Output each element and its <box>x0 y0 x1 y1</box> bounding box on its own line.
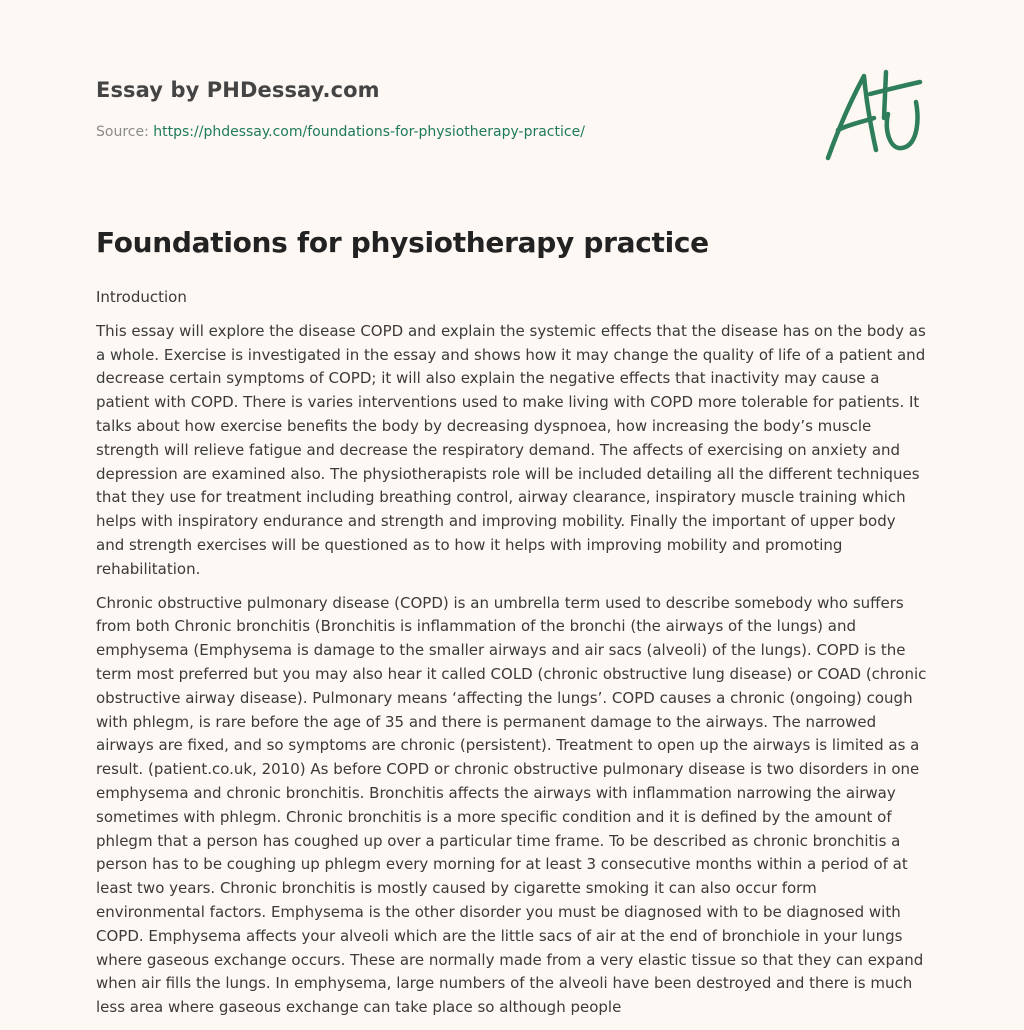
source-line <box>96 124 585 140</box>
essay-paragraph: This essay will explore the disease COPD and explain the systemic effects that the disease has on the body as a whole. Exercise is investigated in the essay and shows how it may change the quality of life of a patient and decrease certain symptoms of COPD; it will also explain the negative effects that inactivity may cause a patient with COPD. There is varies interventions used to make living with COPD more tolerable for patients. It talks about how exercise benefits the body by decreasing dyspnoea, how increasing the body’s muscle strength will relieve fatigue and decrease the respiratory demand. The affects of exercising on anxiety and depression are examined also. The physiotherapists role will be included detailing all the different techniques that they use for treatment including breathing control, airway clearance, inspiratory muscle training which helps with inspiratory endurance and strength and improving mobility. Finally the important of upper body and strength exercises will be questioned as to how it helps with improving mobility and promoting rehabilitation. <box>96 321 926 578</box>
essay-title: Foundations for physiotherapy practice <box>96 226 709 259</box>
a-plus-logo-icon <box>824 68 924 164</box>
source-link[interactable]: https://phdessay.com/foundations-for-physiotherapy-practice/ <box>153 124 585 140</box>
essay-paragraph: Chronic obstructive pulmonary disease (COPD) is an umbrella term used to describe somebody who suffers from both Chronic bronchitis (Bronchitis is inflammation of the bronchi (the airways of the lungs) and emphysema (Emphysema is damage to the smaller airways and air sacs (alveoli) of the lungs). COPD is the term most preferred but you may also hear it called COLD (chronic obstructive lung disease) or COAD (chronic obstructive airway disease). Pulmonary means ‘affecting the lungs’. COPD causes a chronic (ongoing) cough with phlegm, is rare before the age of 35 and there is permanent damage to the airways. The narrowed airways are fixed, and so symptoms are chronic (persistent). Treatment to open up the airways is limited as a result. (patient.co.uk, 2010) As before COPD or chronic obstructive pulmonary disease is two disorders in one emphysema and chronic bronchitis. Bronchitis affects the airways with inflammation narrowing the airway sometimes with phlegm. Chronic bronchitis is a more specific condition and it is defined by the amount of phlegm that a person has coughed up over a particular time frame. To be described as chronic bronchitis a person has to be coughing up phlegm every morning for at least 3 consecutive months within a period of at least two years. Chronic bronchitis is mostly caused by cigarette smoking it can also occur form environmental factors. Emphysema is the other disorder you must be diagnosed with to be diagnosed with COPD. Emphysema affects your alveoli which are the little sacs of air at the end of bronchiole in your lungs where gaseous exchange occurs. These are normally made from a very elastic tissue so that they can expand when air fills the lungs. In emphysema, large numbers of the alveoli have been destroyed and there is much less area where gaseous exchange can take place so although people <box>96 593 927 1017</box>
site-brand: Essay by PHDessay.com <box>96 78 380 102</box>
essay-page <box>96 0 928 1025</box>
source-label: Source: <box>96 124 154 140</box>
essay-body <box>96 286 928 1030</box>
essay-section-heading: Introduction <box>96 288 187 306</box>
